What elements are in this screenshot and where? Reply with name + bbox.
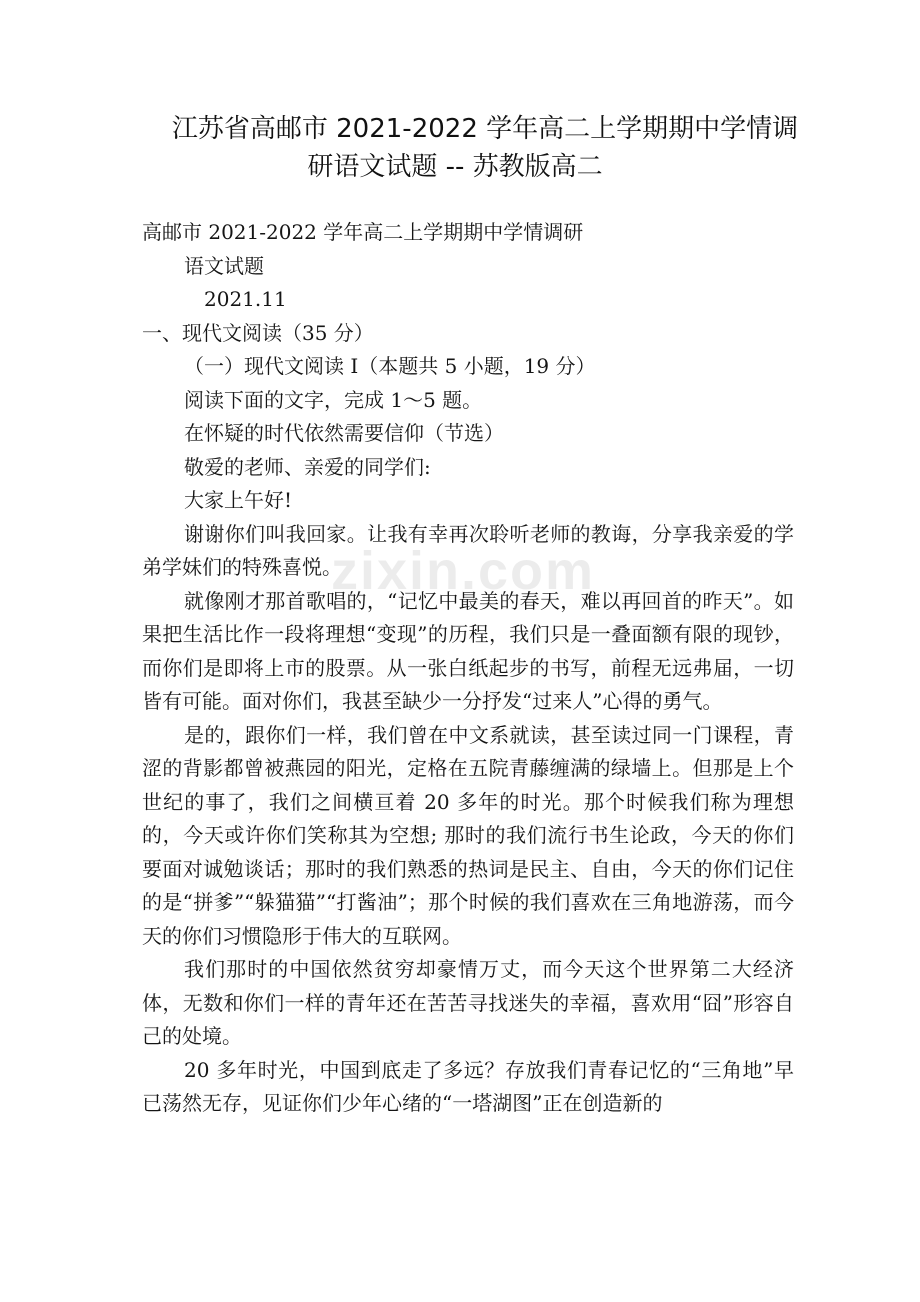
title-line-2: 研语文试题 -- 苏教版高二 [307, 152, 603, 182]
document-body [142, 216, 794, 1121]
title-line-1: 江苏省高邮市 2021-2022 学年高二上学期期中学情调 [171, 114, 799, 144]
document-title [0, 110, 920, 186]
paragraph: 就像刚才那首歌唱的，“记忆中最美的春天，难以再回首的昨天”。如果把生活比作一段将理想“变现”的历程，我们只是一叠面额有限的现钞，而你们是即将上市的股票。从一张白纸起步的书写，前程无远弗届，一切皆有可能。面对你们，我甚至缺少一分抒发“过来人”心得的勇气。 [142, 588, 794, 713]
header-line: 高邮市 2021-2022 学年高二上学期期中学情调研 [142, 220, 584, 244]
subject-line: 语文试题 [184, 253, 264, 278]
paragraph: 是的，跟你们一样，我们曾在中文系就读，甚至读过同一门课程，青涩的背影都曾被燕园的阳光，定格在五院青藤缠满的绿墙上。但那是上个世纪的事了，我们之间横亘着 20 多年的时光。那个时候我们称为理想的，今天或许你们笑称其为空想; 那时的我们流行书生论政，今天的你们要面对诚勉谈话；那时的我们熟悉的热词是民主、自由，今天的你们记住的是“拼爹”“躲猫猫”“打酱油”；那个时候的我们喜欢在三角地游荡，而今天的你们习惯隐形于伟大的互联网。 [142, 722, 794, 948]
instruction-line: 阅读下面的文字，完成 1～5 题。 [184, 387, 483, 412]
paragraph: 20 多年时光，中国到底走了多远？存放我们青春记忆的“三角地”早已荡然无存，见证你们少年心绪的“一塔湖图”正在创造新的 [142, 1057, 794, 1115]
salutation-line: 敬爱的老师、亲爱的同学们: [184, 454, 431, 479]
section-heading: 一、现代文阅读（35 分） [142, 320, 374, 345]
greeting-line: 大家上午好! [184, 488, 293, 512]
date-line: 2021.11 [204, 287, 287, 311]
paragraph: 谢谢你们叫我回家。让我有幸再次聆听老师的教诲，分享我亲爱的学弟学妹们的特殊喜悦。 [142, 521, 794, 579]
subsection-heading: （一）现代文阅读 I（本题共 5 小题，19 分） [184, 354, 596, 378]
watermark: zixin.com [330, 541, 596, 601]
article-title: 在怀疑的时代依然需要信仰（节选） [184, 421, 504, 445]
paragraph: 我们那时的中国依然贫穷却豪情万丈，而今天这个世界第二大经济体，无数和你们一样的青年还在苦苦寻找迷失的幸福，喜欢用“囧”形容自己的处境。 [142, 957, 794, 1048]
